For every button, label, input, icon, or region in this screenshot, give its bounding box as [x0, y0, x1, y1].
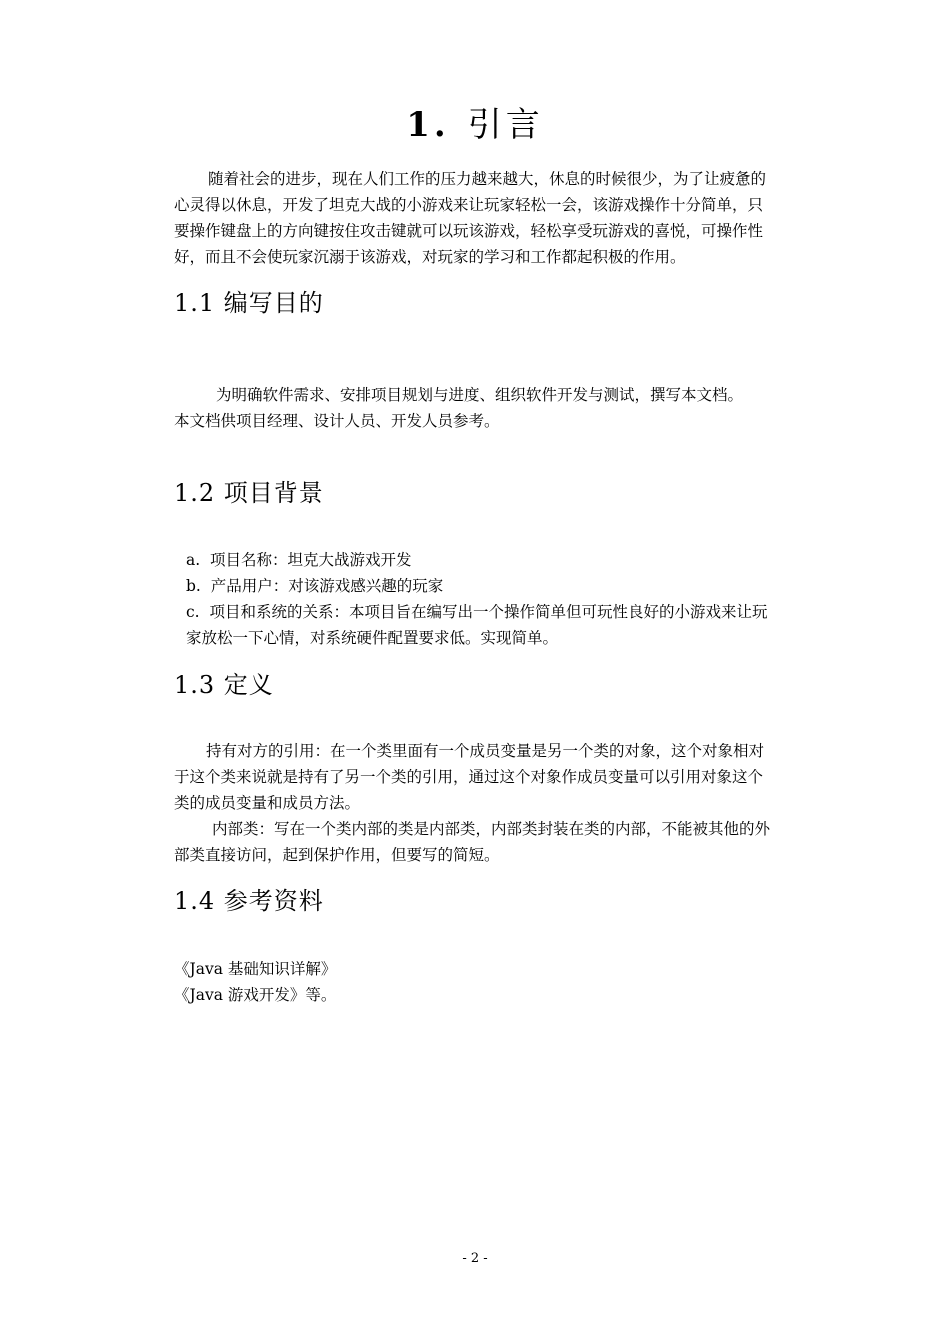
- section-heading-1-2: 1.2 项目背景: [174, 479, 324, 507]
- list-continuation: 家放松一下心情，对系统硬件配置要求低。实现简单。: [186, 629, 559, 647]
- chapter-title: [0, 100, 950, 150]
- section-1-3-line: 于这个类来说就是持有了另一个类的引用，通过这个对象作成员变量可以引用对象这个: [174, 768, 764, 786]
- page-number: - 2 -: [462, 1251, 488, 1266]
- chapter-title-text: 引言: [467, 105, 544, 145]
- section-1-1-line: 本文档供项目经理、设计人员、开发人员参考。: [174, 412, 500, 430]
- list-text: 项目名称：坦克大战游戏开发: [210, 551, 412, 569]
- reference-item: 《Java 基础知识详解》: [174, 960, 337, 978]
- section-1-1-line: 为明确软件需求、安排项目规划与进度、组织软件开发与测试，撰写本文档。: [216, 386, 744, 404]
- section-1-3-line: 类的成员变量和成员方法。: [174, 794, 361, 812]
- intro-line: 好，而且不会使玩家沉溺于该游戏，对玩家的学习和工作都起积极的作用。: [174, 248, 686, 266]
- list-marker: b.: [186, 577, 201, 595]
- list-text: 项目和系统的关系：本项目旨在编写出一个操作简单但可玩性良好的小游戏来让玩: [209, 603, 768, 621]
- list-item: [186, 547, 412, 573]
- section-1-3-line: 内部类：写在一个类内部的类是内部类，内部类封装在类的内部，不能被其他的外: [212, 820, 771, 838]
- section-1-3-line: 持有对方的引用：在一个类里面有一个成员变量是另一个类的对象，这个对象相对: [206, 742, 765, 760]
- section-heading-1-3: 1.3 定义: [174, 671, 274, 699]
- reference-item: 《Java 游戏开发》等。: [174, 986, 337, 1004]
- chapter-number: 1.: [406, 105, 450, 145]
- list-item: [186, 599, 767, 625]
- list-text: 产品用户：对该游戏感兴趣的玩家: [210, 577, 444, 595]
- section-heading-1-1: 1.1 编写目的: [174, 289, 324, 317]
- list-item: [186, 573, 443, 599]
- section-1-3-line: 部类直接访问，起到保护作用，但要写的简短。: [174, 846, 500, 864]
- intro-line: 心灵得以休息，开发了坦克大战的小游戏来让玩家轻松一会，该游戏操作十分简单，只: [174, 196, 764, 214]
- list-marker: c.: [186, 603, 200, 621]
- list-marker: a.: [186, 551, 201, 569]
- section-heading-1-4: 1.4 参考资料: [174, 887, 324, 915]
- intro-line: 随着社会的进步，现在人们工作的压力越来越大，休息的时候很少，为了让疲惫的: [208, 170, 767, 188]
- intro-line: 要操作键盘上的方向键按住攻击键就可以玩该游戏，轻松享受玩游戏的喜悦，可操作性: [174, 222, 764, 240]
